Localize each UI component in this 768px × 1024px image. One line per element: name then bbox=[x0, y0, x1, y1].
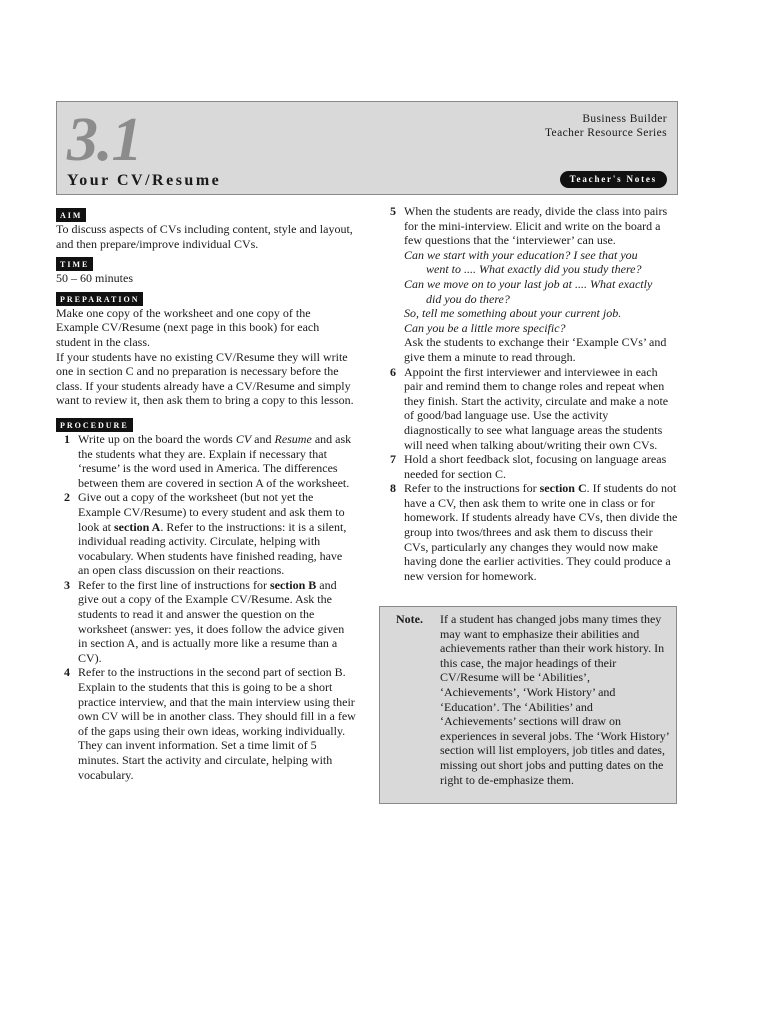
note-box bbox=[379, 606, 677, 804]
interview-question: So, tell me something about your current job. bbox=[404, 306, 622, 321]
interview-question: Can you be a little more specific? bbox=[404, 320, 566, 335]
term-cv: CV bbox=[235, 431, 252, 446]
procedure-step-3: 3 Refer to the first line of instructions for section B and give out a copy of the Example CV/Resume. Ask the students to read it and answer the question on the worksheet (answer: yes, it does follow the advice given in section A, and is actually more like a resume than a CV). bbox=[64, 577, 345, 665]
right-column bbox=[384, 204, 678, 583]
unit-number: 3.1 bbox=[67, 106, 142, 174]
interview-question: Can we move on to your last job at .... What exactly bbox=[404, 276, 653, 291]
procedure-step-4: 4 Refer to the instructions in the second part of section B. Explain to the students that this is going to be a short practice interview, and that the main interview using their own CV will be in another class. They should fill in a few of the gaps using their own ideas, working individually. They can invent information. Set a time limit of 5 minutes. Start the activity and circulate, helping with vocabulary. bbox=[64, 665, 356, 782]
series-line-1: Business Builder bbox=[582, 113, 667, 125]
series-line-2: Teacher Resource Series bbox=[544, 127, 667, 139]
note-label: Note. bbox=[396, 612, 423, 626]
procedure-label: PROCEDURE bbox=[56, 418, 133, 432]
step-number: 1 bbox=[64, 431, 70, 446]
step-number: 2 bbox=[64, 490, 70, 505]
unit-header bbox=[56, 101, 678, 195]
procedure-list-continued bbox=[384, 204, 678, 583]
step-number: 5 bbox=[390, 204, 396, 218]
left-column bbox=[56, 206, 356, 782]
aim-text: To discuss aspects of CVs including content, style and layout, and then prepare/improve individual CVs. bbox=[56, 222, 353, 251]
step-number: 6 bbox=[390, 364, 396, 379]
series-name bbox=[545, 112, 667, 140]
interview-question: went to .... What exactly did you study there? bbox=[426, 262, 642, 277]
step-number: 4 bbox=[64, 665, 70, 680]
unit-title: Your CV/Resume bbox=[67, 172, 222, 189]
time-label: TIME bbox=[56, 257, 93, 271]
preparation-text-2: If your students have no existing CV/Resume they will write one in section C and no preparation is necessary before the class. If your students already have a CV/Resume and simply want to review it, then ask them to bring a copy to this lesson. bbox=[56, 349, 354, 408]
procedure-step-2: 2 Give out a copy of the worksheet (but not yet the Example CV/Resume) to every student and ask them to look at section A. Refer to the instructions: it is a silent, individual reading activity. Circulate, helping with vocabulary. When students have finished reading, have an open class discussion on their reactions. bbox=[64, 490, 347, 578]
preparation-label: PREPARATION bbox=[56, 292, 143, 306]
procedure-list bbox=[56, 432, 356, 782]
procedure-step-5: 5 When the students are ready, divide the class into pairs for the mini-interview. Elicit and write on the board a few questions that the ‘interviewer’ can use. Can we start with your education? I see that you went to .... What exactly did you study there? Can we move on to your last job at .... What exactly did you do there? So, tell me something about your current job. Can you be a little more specific? Ask the students to exchange their ‘Example CVs’ and give them a minute to read through. bbox=[384, 204, 678, 365]
procedure-step-8: 8 Refer to the instructions for section C. If students do not have a CV, then ask them to write one in class or for homework. If students already have CVs, then divide the group into twos/threes and ask them to discuss their CVs, particularly any changes they would now make having done the earlier activities. They could produce a new version for homework. bbox=[390, 481, 678, 583]
teachers-notes-badge: Teacher's Notes bbox=[560, 171, 667, 188]
section-ref: section A bbox=[114, 519, 161, 534]
preparation-text-1: Make one copy of the worksheet and one copy of the Example CV/Resume (next page in this book) for each student in the class. bbox=[56, 305, 320, 349]
section-ref: section C bbox=[539, 481, 587, 496]
interview-question: did you do there? bbox=[426, 291, 510, 306]
procedure-step-1: 1 Write up on the board the words CV and Resume and ask the students what they are. Explain if necessary that ‘resume’ is the word used in America. The differences between them are covered in section A of the worksheet. bbox=[64, 431, 352, 490]
interview-question: Can we start with your education? I see that you bbox=[404, 247, 638, 262]
step-number: 8 bbox=[390, 481, 396, 496]
procedure-step-6: 6 Appoint the first interviewer and interviewee in each pair and remind them to change roles and repeat when they finish. Start the activity, circulate and make a note of good/bad language use. Use the activity diagnostically to see what language areas the students will need when talking about/writing their own CVs. bbox=[390, 364, 669, 452]
procedure-step-7: 7 Hold a short feedback slot, focusing on language areas needed for section C. bbox=[390, 452, 667, 481]
time-text: 50 – 60 minutes bbox=[56, 271, 133, 286]
aim-label: AIM bbox=[56, 208, 86, 222]
step-number: 7 bbox=[390, 452, 396, 467]
step-number: 3 bbox=[64, 577, 70, 592]
section-ref: section B bbox=[269, 577, 317, 592]
note-text: If a student has changed jobs many times they may want to emphasize their abilities and achievements rather than their work history. In this case, the major headings of their CV/Resume will be ‘Abilities’, ‘Achievements’, ‘Work History’ and ‘Education’. The ‘Abilities’ and ‘Achievements’ sections will draw on experiences in several jobs. The ‘Work History’ section will list employers, job titles and dates, missing out short jobs and putting dates on the right to de-emphasize them. bbox=[440, 612, 669, 787]
term-resume: Resume bbox=[274, 431, 312, 446]
